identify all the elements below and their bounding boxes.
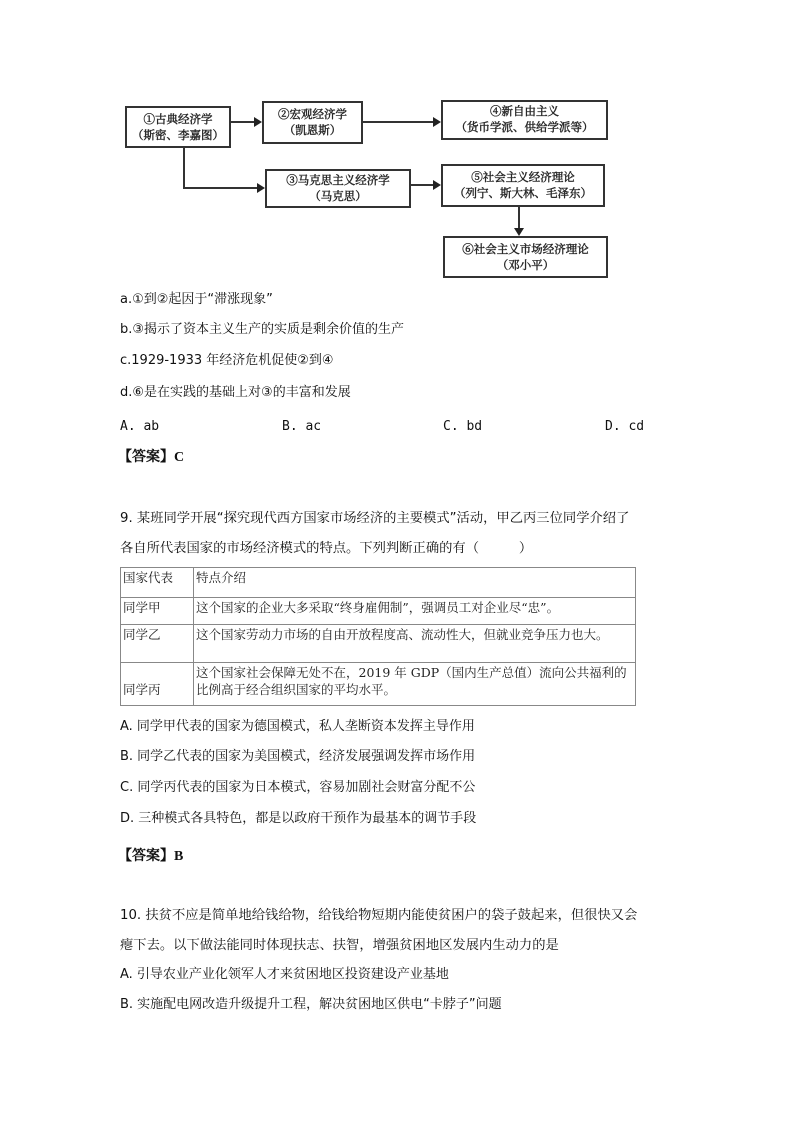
statement-c: c.1929-1933 年经济危机促使②到④ [120, 353, 334, 368]
q9-option-b[interactable]: B. 同学乙代表的国家为美国模式，经济发展强调发挥市场作用 [120, 749, 476, 764]
q9-answer [118, 845, 183, 865]
arrow-right-icon [433, 117, 441, 127]
answer-label: 【答案】 [118, 449, 174, 465]
table-cell-who: 同学丙 [121, 663, 194, 706]
connector-1-to-3 [183, 187, 258, 189]
table-cell-desc: 这个国家的企业大多采取“终身雇佣制”，强调员工对企业尽“忠”。 [194, 598, 636, 625]
box-subtitle: （凯恩斯） [283, 123, 342, 137]
connector-5-to-6 [518, 207, 520, 229]
answer-value: B [174, 849, 184, 864]
arrow-right-icon [254, 117, 262, 127]
box-title: ①古典经济学 [143, 112, 213, 126]
q8-option-c[interactable]: C. bd [443, 419, 483, 434]
country-model-table [120, 567, 636, 706]
q8-answer [118, 446, 184, 466]
box-subtitle: （马克思） [309, 189, 367, 203]
q8-option-d[interactable]: D. cd [605, 419, 645, 434]
table-row [121, 598, 636, 625]
diagram-box-socialist-economic-theory [441, 164, 605, 207]
q9-option-a[interactable]: A. 同学甲代表的国家为德国模式，私人垄断资本发挥主导作用 [120, 719, 475, 734]
statement-b: b.③揭示了资本主义生产的实质是剩余价值的生产 [120, 322, 405, 337]
q8-option-a[interactable]: A. ab [120, 419, 160, 434]
q9-option-c[interactable]: C. 同学丙代表的国家为日本模式，容易加剧社会财富分配不公 [120, 780, 476, 795]
table-header: 特点介绍 [194, 568, 636, 598]
box-subtitle: （列宁、斯大林、毛泽东） [454, 186, 592, 200]
box-title: ③马克思主义经济学 [286, 173, 390, 187]
answer-value: C [174, 450, 185, 465]
box-title: ④新自由主义 [490, 104, 559, 118]
table-header-row [121, 568, 636, 598]
q9-option-d[interactable]: D. 三种模式各具特色，都是以政府干预作为最基本的调节手段 [120, 811, 477, 826]
q10-option-a[interactable]: A. 引导农业产业化领军人才来贫困地区投资建设产业基地 [120, 967, 449, 982]
box-subtitle: （货币学派、供给学派等） [455, 120, 594, 134]
connector-1-down [183, 148, 185, 188]
arrow-right-icon [433, 180, 441, 190]
diagram-box-macroeconomics [262, 101, 363, 144]
box-subtitle: （邓小平） [496, 258, 555, 272]
table-cell-who: 同学乙 [121, 625, 194, 663]
q10-option-b[interactable]: B. 实施配电网改造升级提升工程，解决贫困地区供电“卡脖子”问题 [120, 997, 502, 1012]
table-row [121, 663, 636, 706]
diagram-box-classical-economics [125, 106, 231, 148]
box-title: ②宏观经济学 [278, 107, 347, 121]
box-title: ⑥社会主义市场经济理论 [462, 242, 589, 256]
diagram-box-neoliberalism [441, 100, 608, 140]
table-cell-who: 同学甲 [121, 598, 194, 625]
connector-2-to-4 [363, 121, 434, 123]
diagram-box-socialist-market-theory [443, 236, 608, 278]
box-title: ⑤社会主义经济理论 [471, 170, 575, 184]
q10-stem-line1: 10. 扶贫不应是简单地给钱给物，给钱给物短期内能使贫困户的袋子鼓起来，但很快又会 [120, 908, 638, 923]
q10-stem-line2: 瘪下去。以下做法能同时体现扶志、扶智，增强贫困地区发展内生动力的是 [120, 938, 559, 953]
table-header: 国家代表 [121, 568, 194, 598]
statement-a: a.①到②起因于“滞涨现象” [120, 292, 273, 307]
answer-label: 【答案】 [118, 848, 174, 864]
arrow-right-icon [257, 183, 265, 193]
q8-option-b[interactable]: B. ac [282, 419, 322, 434]
table-cell-desc: 这个国家劳动力市场的自由开放程度高、流动性大，但就业竞争压力也大。 [194, 625, 636, 663]
table-row [121, 625, 636, 663]
connector-1-to-2 [231, 121, 255, 123]
statement-d: d.⑥是在实践的基础上对③的丰富和发展 [120, 385, 351, 400]
connector-3-to-5 [411, 184, 434, 186]
q9-stem-line2: 各自所代表国家的市场经济模式的特点。下列判断正确的有（ ） [120, 541, 533, 556]
box-subtitle: （斯密、李嘉图） [132, 128, 224, 142]
diagram-box-marxist-economics [265, 169, 411, 208]
q9-stem-line1: 9. 某班同学开展“探究现代西方国家市场经济的主要模式”活动，甲乙丙三位同学介绍了 [120, 511, 630, 526]
table-cell-desc: 这个国家社会保障无处不在，2019 年 GDP（国内生产总值）流向公共福利的比例高于经合组织国家的平均水平。 [194, 663, 636, 706]
arrow-down-icon [514, 228, 524, 236]
